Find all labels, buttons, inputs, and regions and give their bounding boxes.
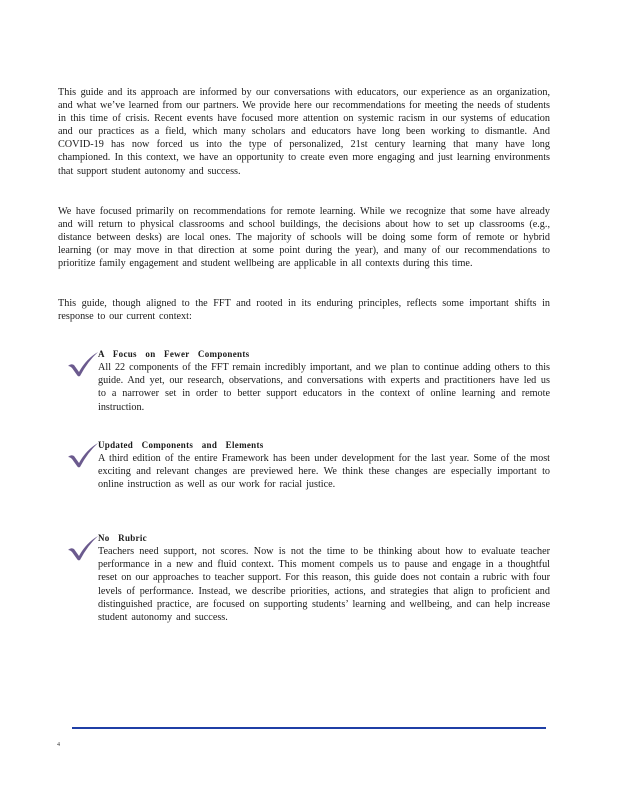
checkmark-icon (66, 441, 100, 469)
footer-rule (72, 727, 546, 729)
item-body: All 22 components of the FFT remain incredibly important, and we plan to continue adding others to this guide. And yet, our research, observations, and conversations with experts and practitioners have led us to a narrower set in order to better support educators in the context of online learning and remote instruction. (98, 362, 550, 413)
shifts-intro-paragraph: This guide, though aligned to the FFT and rooted in its enduring principles, reflects some important shifts in response to our current context: (58, 298, 550, 323)
item-heading: A Focus on Fewer Components (98, 349, 250, 359)
remote-learning-paragraph: We have focused primarily on recommendations for remote learning. While we recognize that some have already and will return to physical classrooms and school buildings, the decisions about how to set up classrooms (e.g., distance between desks) are local ones. The majority of schools will be doing some form of remote or hybrid learning (or may move in that direction at some point during the year), and many of our recommendations to prioritize family engagement and student wellbeing are applicable in all contexts during this time. (58, 206, 550, 270)
item-body: A third edition of the entire Framework has been under development for the last year. Some of the most exciting and relevant changes are previewed here. We think these changes are especially important to online instruction as well as our work for racial justice. (98, 453, 550, 491)
item-heading: Updated Components and Elements (98, 440, 264, 450)
item-body: Teachers need support, not scores. Now is not the time to be thinking about how to evaluate teacher performance in a new and fluid context. This moment compels us to pause and engage in a thoughtful reset on our approaches to teacher support. For this reason, this guide does not contain a rubric with four levels of performance. Instead, we describe priorities, actions, and strategies that align to proficient and distinguished practice, are focused on supporting students’ learning and wellbeing, and can help increase student autonomy and success. (98, 546, 550, 624)
item-heading: No Rubric (98, 533, 147, 543)
intro-paragraph: This guide and its approach are informed by our conversations with educators, our experience as an organization, and what we’ve learned from our partners. We provide here our recommendations for meeting the needs of students in this time of crisis. Recent events have focused more attention on systemic racism in our systems of education and our practices as a field, which many scholars and educators have long been working to dismantle. And COVID-19 has now forced us into the type of personalized, 21st century learning that many have long championed. In this context, we have an opportunity to create even more engaging and just learning environments that support student autonomy and success. (58, 87, 550, 177)
checkmark-icon (66, 534, 100, 562)
page-number: 4 (57, 742, 60, 748)
checkmark-icon (66, 350, 100, 378)
